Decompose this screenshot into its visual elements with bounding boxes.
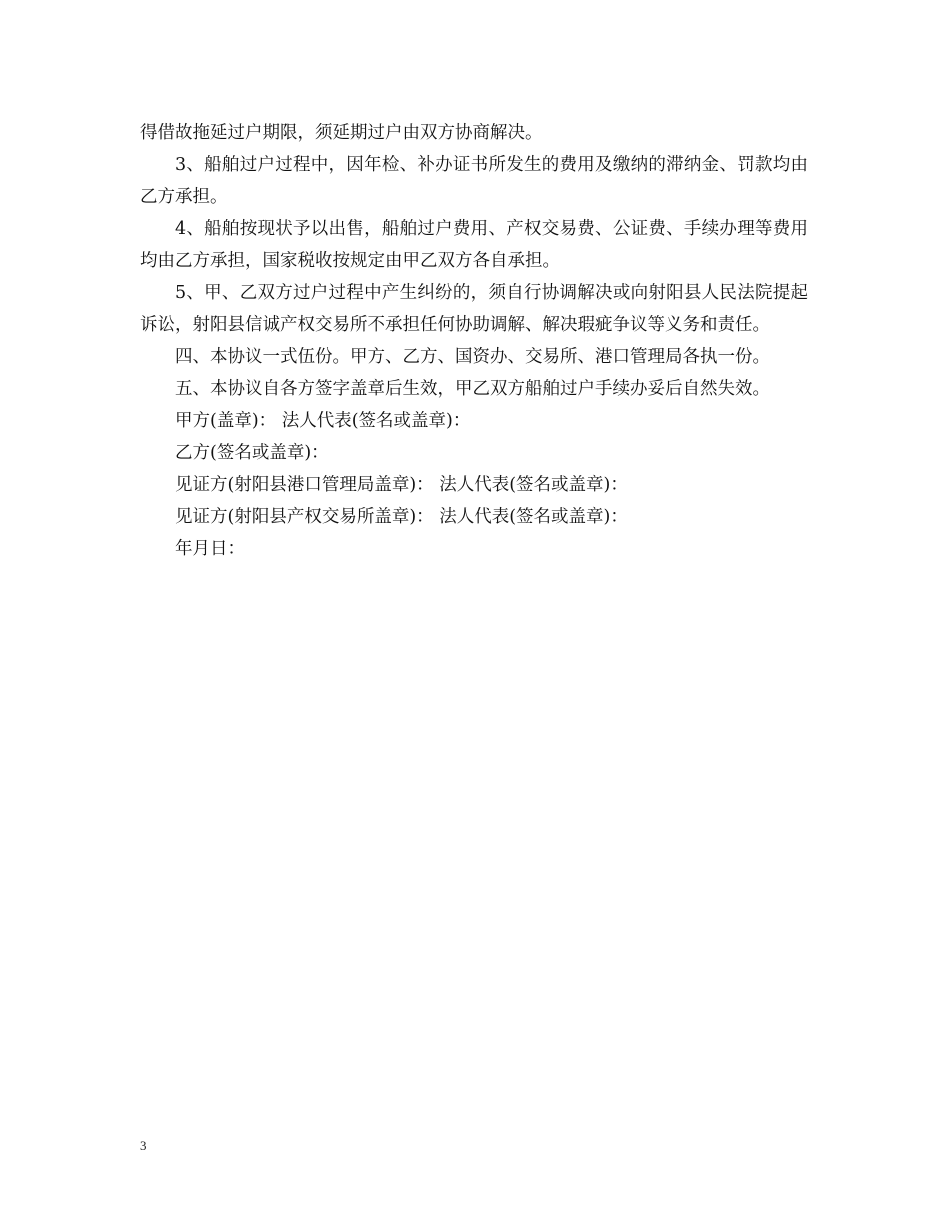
paragraph-copies: 四、本协议一式伍份。甲方、乙方、国资办、交易所、港口管理局各执一份。 [175, 347, 770, 367]
paragraph-transfer-deadline: 得借故拖延过户期限，须延期过户由双方协商解决。 [140, 123, 543, 143]
signature-witness-port-authority: 见证方(射阳县港口管理局盖章)： 法人代表(签名或盖章)： [175, 475, 628, 495]
paragraph-clause-5: 5、甲、乙双方过户过程中产生纠纷的，须自行协调解决或向射阳县人民法院提起诉讼，射阳县信诚产权交易所不承担任何协助调解、解决瑕疵争议等义务和责任。 [140, 283, 808, 335]
paragraph-clause-4: 4、船舶按现状予以出售，船舶过户费用、产权交易费、公证费、手续办理等费用均由乙方承担，国家税收按规定由甲乙双方各自承担。 [140, 219, 808, 271]
signature-witness-exchange: 见证方(射阳县产权交易所盖章)： 法人代表(签名或盖章)： [175, 507, 628, 527]
signature-party-a: 甲方(盖章)： 法人代表(签名或盖章)： [175, 411, 471, 431]
signature-date: 年月日： [175, 539, 245, 559]
document-body [140, 117, 808, 565]
paragraph-effective: 五、本协议自各方签字盖章后生效，甲乙双方船舶过户手续办妥后自然失效。 [175, 379, 770, 399]
signature-party-b: 乙方(签名或盖章)： [175, 443, 329, 463]
paragraph-clause-3: 3、船舶过户过程中，因年检、补办证书所发生的费用及缴纳的滞纳金、罚款均由乙方承担。 [140, 155, 808, 207]
page-number: 3 [140, 1138, 147, 1153]
